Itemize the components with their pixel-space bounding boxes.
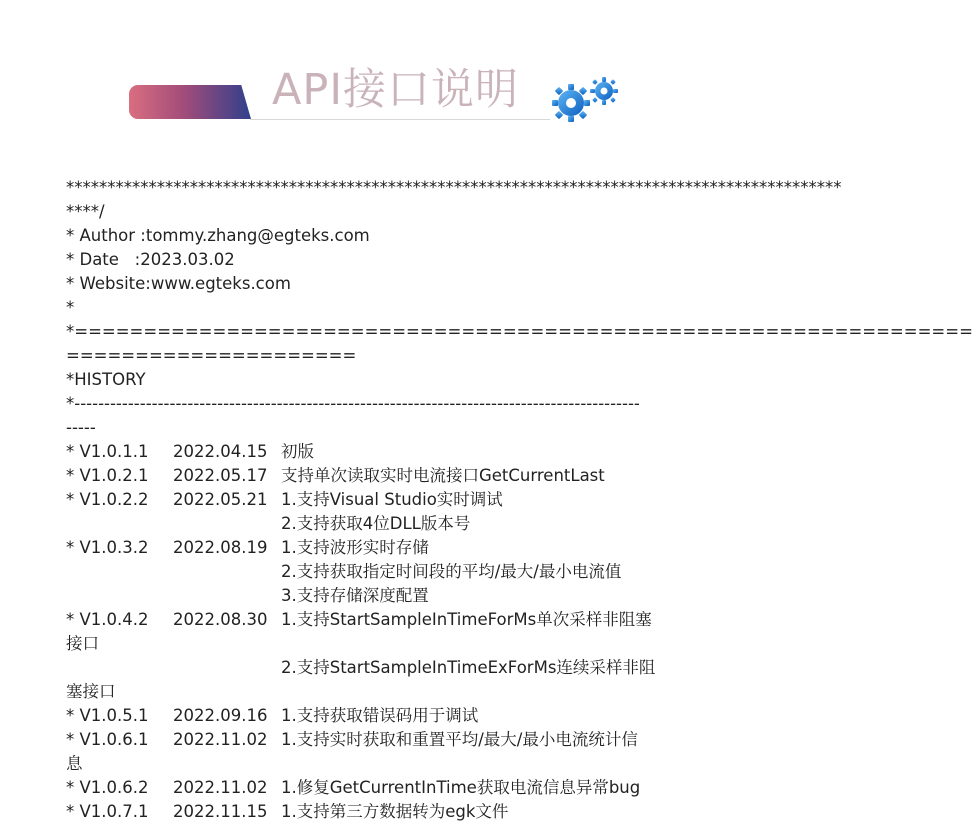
history-continuation xyxy=(66,512,688,536)
entry-description: 2.支持StartSampleInTimeExForMs连续采样非阻 xyxy=(281,658,656,677)
entry-date: 2022.05.17 xyxy=(173,466,268,485)
entry-date: 2022.05.21 xyxy=(173,490,268,509)
entry-description: 2.支持获取4位DLL版本号 xyxy=(281,514,471,533)
history-entry xyxy=(66,536,688,560)
dash-tail: ----- xyxy=(66,418,96,437)
document-header xyxy=(0,0,750,140)
entry-description: 1.修复GetCurrentInTime获取电流信息异常bug xyxy=(281,778,641,797)
entry-description: 1.支持StartSampleInTimeForMs单次采样非阻塞 xyxy=(281,610,652,629)
entry-date: 2022.11.02 xyxy=(173,778,268,797)
entry-description: 2.支持获取指定时间段的平均/最大/最小电流值 xyxy=(281,562,622,581)
history-wrap-line: 息 xyxy=(66,754,83,773)
comment-block xyxy=(66,176,973,824)
entry-version: * V1.0.1.1 xyxy=(66,442,149,461)
history-continuation xyxy=(66,560,688,584)
entry-description: 支持单次读取实时电流接口GetCurrentLast xyxy=(281,466,605,485)
title-underline xyxy=(250,119,550,120)
entry-description: 1.支持实时获取和重置平均/最大/最小电流统计信 xyxy=(281,730,638,749)
page-title: API接口说明 xyxy=(272,65,520,115)
entry-description: 1.支持Visual Studio实时调试 xyxy=(281,490,503,509)
entry-date: 2022.08.30 xyxy=(173,610,268,629)
entry-description: 1.支持获取错误码用于调试 xyxy=(281,706,479,725)
history-continuation xyxy=(66,584,688,608)
entry-description: 3.支持存储深度配置 xyxy=(281,586,429,605)
entry-date: 2022.11.02 xyxy=(173,730,268,749)
history-entry xyxy=(66,608,688,632)
history-heading: *HISTORY xyxy=(66,370,146,389)
entry-version: * V1.0.4.2 xyxy=(66,610,149,629)
blank-star-line: * xyxy=(66,298,75,317)
history-entry xyxy=(66,464,688,488)
entry-version: * V1.0.6.1 xyxy=(66,730,149,749)
entry-version: * V1.0.2.2 xyxy=(66,490,149,509)
history-entry xyxy=(66,704,688,728)
dash-line: *----------------------------------------------------------------------------------------------- xyxy=(66,394,640,413)
entry-date: 2022.08.19 xyxy=(173,538,268,557)
history-wrap-line: 塞接口 xyxy=(66,682,116,701)
title-accent-bar xyxy=(129,85,251,119)
stars-line: ********************************************************************************************** xyxy=(66,178,842,197)
date-line: * Date :2023.03.02 xyxy=(66,250,235,269)
entry-description: 1.支持第三方数据转为egk文件 xyxy=(281,802,509,821)
entry-version: * V1.0.3.2 xyxy=(66,538,149,557)
gears-icon xyxy=(548,76,620,122)
entry-version: * V1.0.6.2 xyxy=(66,778,149,797)
author-line: * Author :tommy.zhang@egteks.com xyxy=(66,226,370,245)
history-wrap-line: 接口 xyxy=(66,634,99,653)
history-continuation xyxy=(66,656,688,680)
entry-version: * V1.0.7.1 xyxy=(66,802,149,821)
history-entry xyxy=(66,488,688,512)
entry-date: 2022.09.16 xyxy=(173,706,268,725)
history-entry xyxy=(66,776,688,800)
entry-description: 1.支持波形实时存储 xyxy=(281,538,429,557)
entry-version: * V1.0.5.1 xyxy=(66,706,149,725)
entry-description: 初版 xyxy=(281,442,314,461)
equals-line: *================================================================= xyxy=(66,322,973,341)
stars-tail: ****/ xyxy=(66,202,105,221)
history-entry xyxy=(66,440,688,464)
history-entry xyxy=(66,728,688,752)
equals-tail: ===================== xyxy=(66,346,357,365)
history-entry xyxy=(66,800,688,824)
website-line: * Website:www.egteks.com xyxy=(66,274,291,293)
entry-version: * V1.0.2.1 xyxy=(66,466,149,485)
entry-date: 2022.11.15 xyxy=(173,802,268,821)
entry-date: 2022.04.15 xyxy=(173,442,268,461)
